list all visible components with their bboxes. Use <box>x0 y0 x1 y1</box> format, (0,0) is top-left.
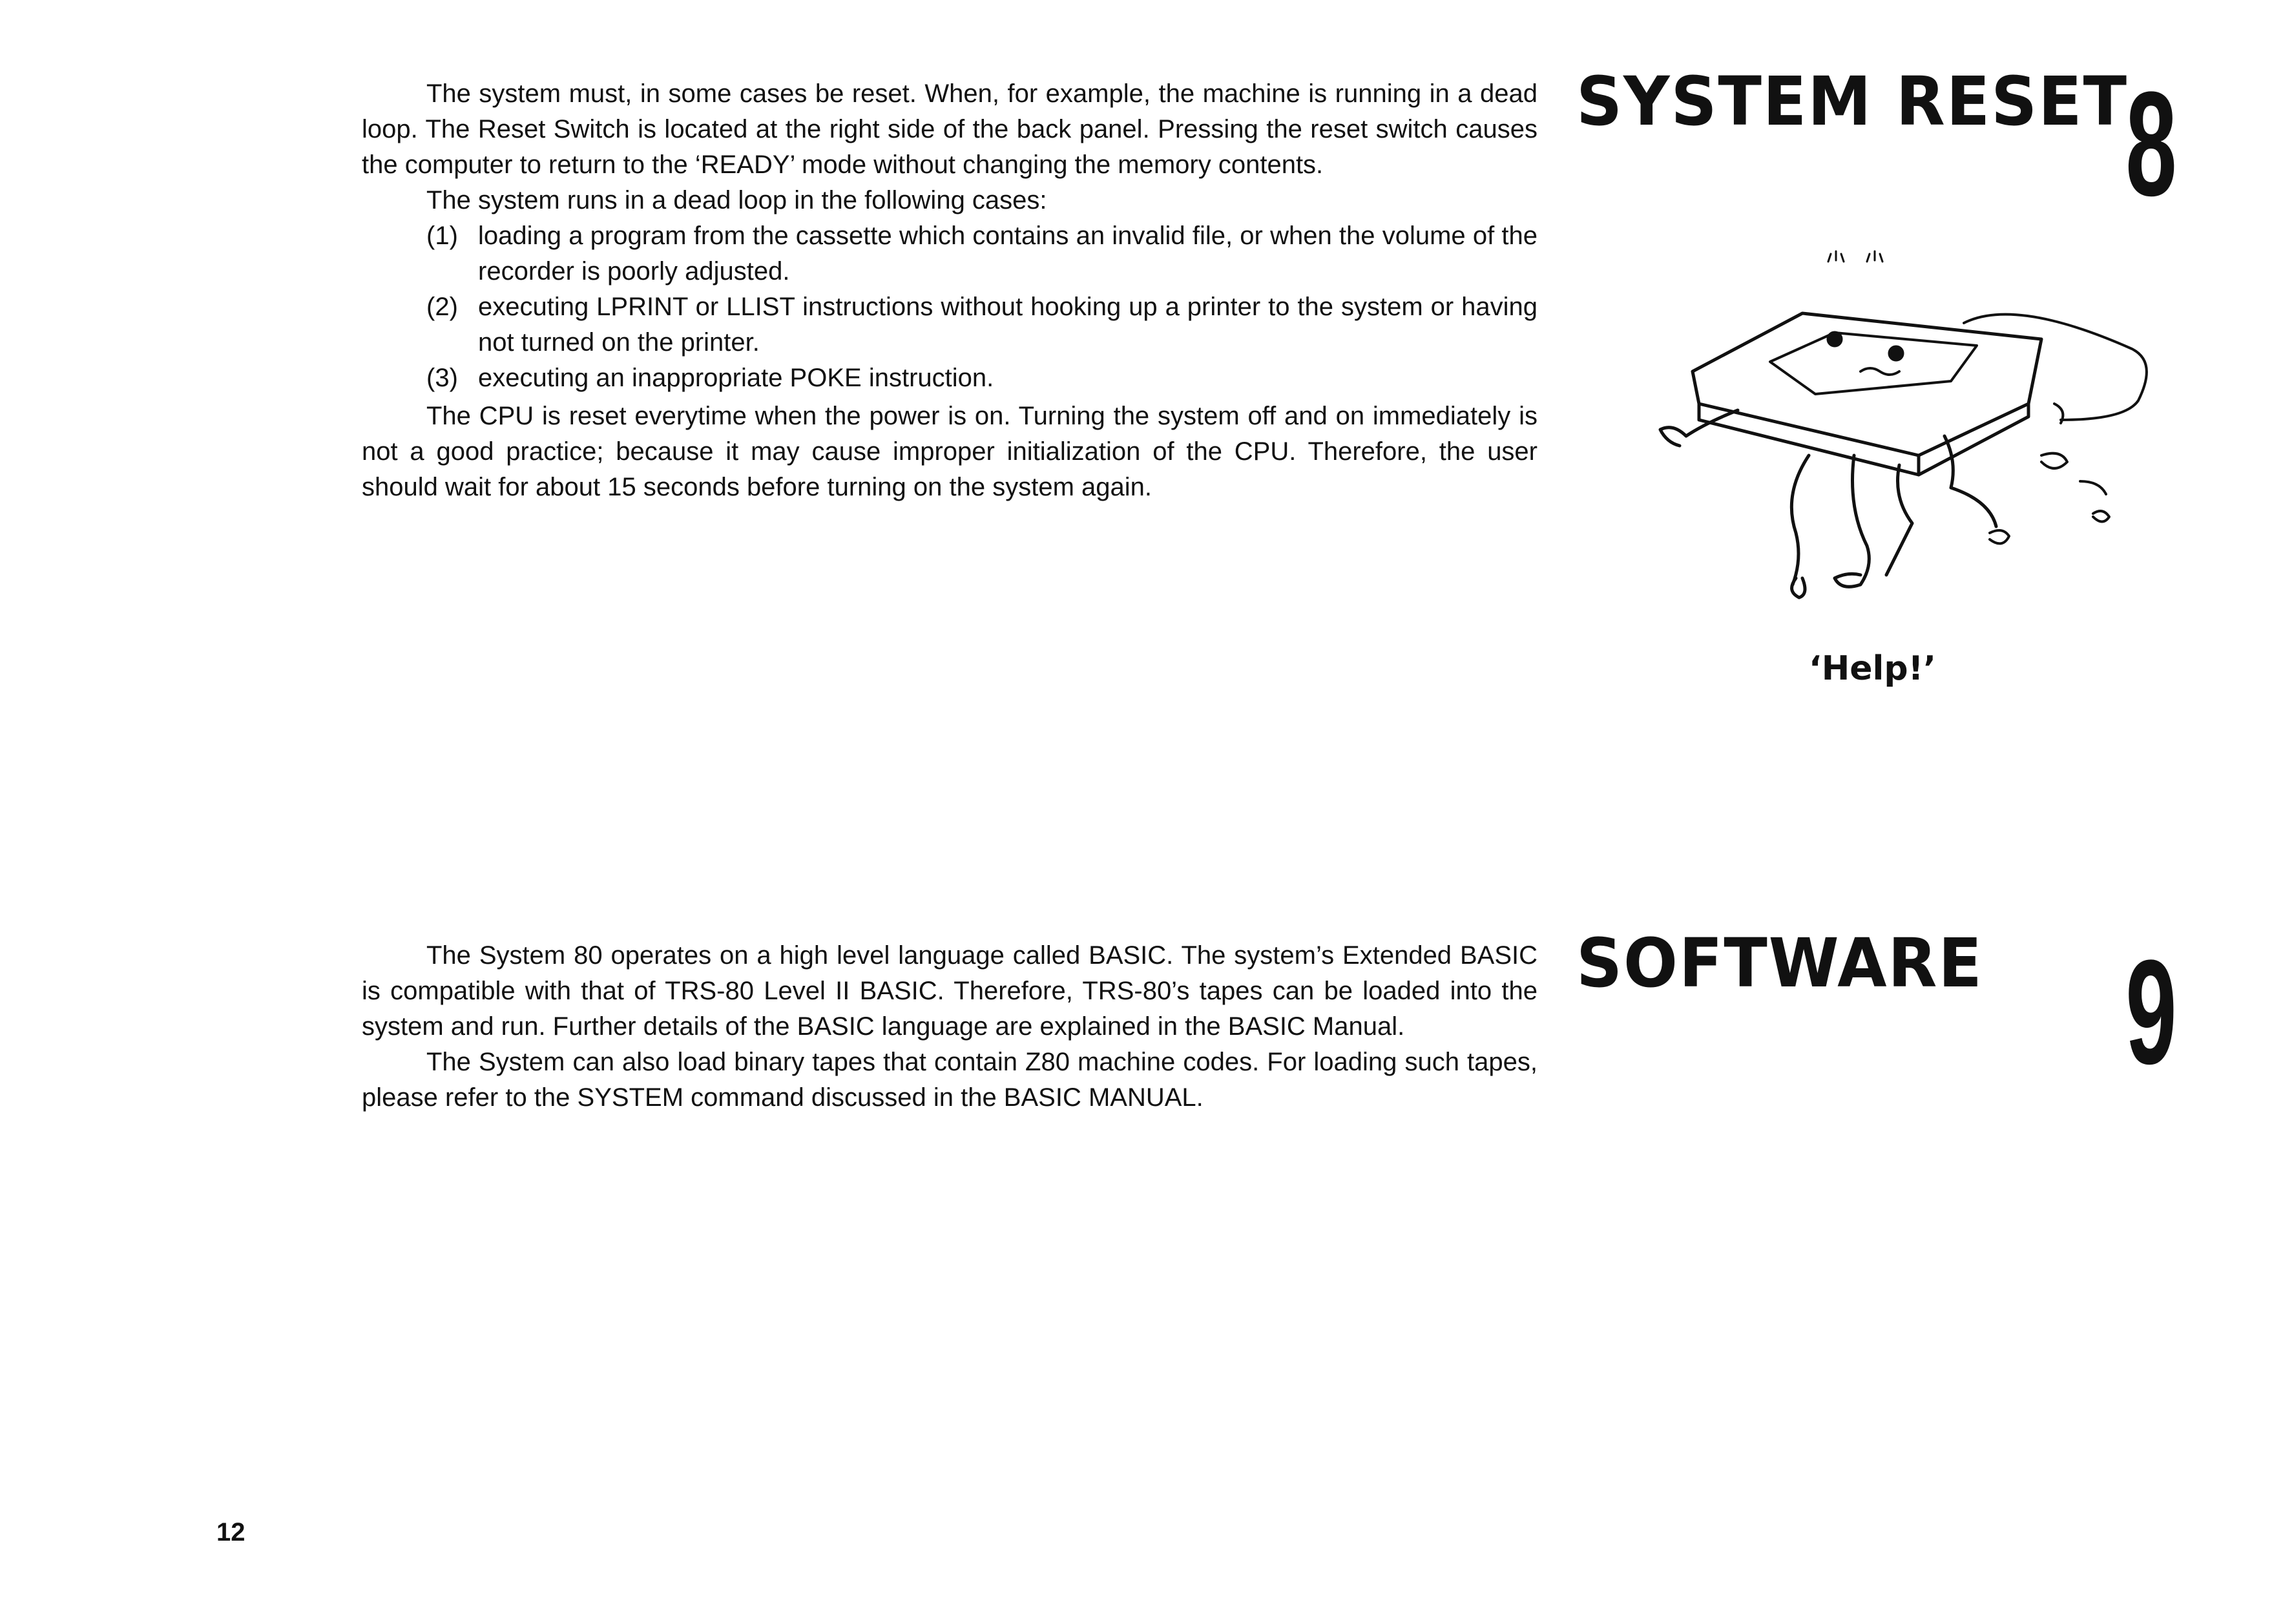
list-item-text: executing LPRINT or LLIST instructions without hooking up a printer to the system or having not turned on the printer. <box>478 293 1538 357</box>
software-paragraph-2: The System can also load binary tapes that contain Z80 machine codes. For loading such tapes, please refer to the SYSTEM command discussed in the BASIC MANUAL. <box>362 1048 1538 1112</box>
software-body <box>362 938 1538 1116</box>
list-item <box>426 218 1538 289</box>
page-number: 12 <box>216 1518 245 1546</box>
system-reset-intro: The system must, in some cases be reset. When, for example, the machine is running in a dead loop. The Reset Switch is located at the right side of the back panel. Pressing the reset switch causes the computer to return to the ‘READY’ mode without changing the memory contents. <box>362 79 1538 179</box>
section-heading-software: SOFTWARE <box>1576 924 1983 1003</box>
power-on-reset-note: The CPU is reset everytime when the power is on. Turning the system off and on immediately is not a good practice; because it may cause improper initialization of the CPU. Therefore, the user should wait for about 15 seconds before turning on the system again. <box>362 402 1538 501</box>
list-item-number: (3) <box>426 364 458 392</box>
section-heading-system-reset: SYSTEM RESET <box>1576 62 2128 141</box>
dead-loop-lead: The system runs in a dead loop in the following cases: <box>426 186 1047 214</box>
dead-loop-case-list <box>362 218 1538 396</box>
software-paragraph-1: The System 80 operates on a high level language called BASIC. The system’s Extended BASIC is compatible with that of TRS-80 Level II BASIC. Therefore, TRS-80’s tapes can be loaded into the system and run. Further details of the BASIC language are explained in the BASIC Manual. <box>362 941 1538 1041</box>
illustration-caption: ‘Help!’ <box>1809 649 1937 688</box>
chapter-number-8: 8 <box>2125 61 2177 227</box>
list-item-text: executing an inappropriate POKE instruction. <box>478 364 994 392</box>
list-item <box>426 289 1538 360</box>
chapter-number-9: 9 <box>2125 929 2177 1095</box>
list-item-text: loading a program from the cassette which contains an invalid file, or when the volume of the recorder is poorly adjusted. <box>478 222 1538 286</box>
list-item-number: (2) <box>426 293 458 321</box>
cassette-recorder-cartoon <box>1641 242 2177 630</box>
list-item <box>426 360 1538 396</box>
list-item-number: (1) <box>426 222 458 250</box>
system-reset-body <box>362 76 1538 505</box>
